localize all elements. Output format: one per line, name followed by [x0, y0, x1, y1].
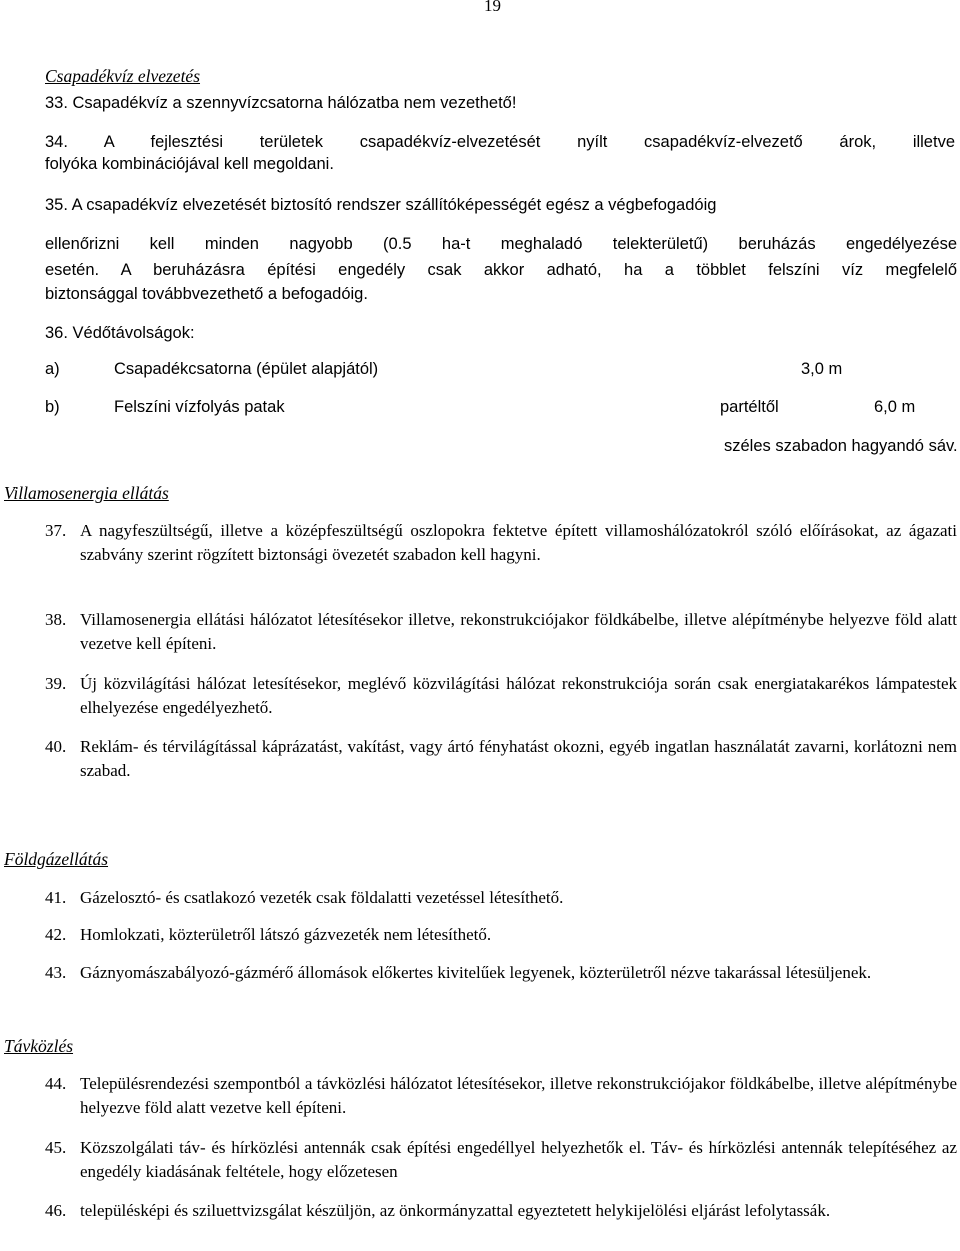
section-heading-csapadek: Csapadékvíz elvezetés — [45, 66, 201, 86]
section-heading-foldgaz: Földgázellátás — [4, 849, 109, 869]
item-44 — [45, 1072, 957, 1120]
item-46-number: 46. — [45, 1201, 67, 1220]
item-40-text: Reklám- és térvilágítással káprázatást, vakítást, vagy ártó fényhatást okozni, egyéb ingatlan használatát zavarni, korlátozni nem szabad. — [80, 737, 957, 780]
item-44-number: 44. — [45, 1074, 67, 1093]
item-35-line1: 35. A csapadékvíz elvezetését biztosító rendszer szállítóképességét egész a végbefogadóig — [45, 196, 717, 214]
item-45-number: 45. — [45, 1138, 67, 1157]
item-35-line4: biztonsággal továbbvezethető a befogadóig. — [45, 285, 368, 303]
row-a-value: 3,0 m — [801, 360, 843, 378]
item-40-number: 40. — [45, 737, 67, 756]
item-38 — [45, 608, 957, 656]
row-b-value: 6,0 m — [874, 398, 916, 416]
item-45 — [45, 1136, 957, 1184]
item-43 — [45, 961, 957, 985]
item-35-line3: esetén. A beruházásra építési engedély csak akkor adható, ha a többlet felszíni víz megfelelő — [45, 261, 957, 279]
item-46-text: településképi és sziluettvizsgálat készüljön, az önkormányzattal egyeztetett helykijelölési eljárást lefolytassák. — [80, 1201, 831, 1220]
item-34-line2: folyóka kombinációjával kell megoldani. — [45, 155, 334, 173]
item-42-text: Homlokzati, közterületről látszó gázvezeték nem létesíthető. — [80, 925, 492, 944]
item-38-number: 38. — [45, 610, 67, 629]
row-b-note: széles szabadon hagyandó sáv. — [724, 437, 958, 455]
item-44-text: Településrendezési szempontból a távközlési hálózatot létesítésekor, illetve rekonstrukciójakor földkábelbe, illetve alépítménybe helyezve föld alatt vezetve kell építeni. — [80, 1074, 957, 1117]
row-b-text: Felszíni vízfolyás patak — [114, 398, 285, 416]
item-41 — [45, 886, 957, 910]
item-46 — [45, 1199, 957, 1223]
item-43-number: 43. — [45, 963, 67, 982]
item-36: 36. Védőtávolságok: — [45, 324, 195, 342]
item-39 — [45, 672, 957, 720]
item-41-text: Gázelosztó- és csatlakozó vezeték csak földalatti vezetéssel létesíthető. — [80, 888, 564, 907]
row-a-label: a) — [45, 360, 60, 378]
item-41-number: 41. — [45, 888, 67, 907]
row-b-label: b) — [45, 398, 60, 416]
item-39-number: 39. — [45, 674, 67, 693]
item-37-number: 37. — [45, 521, 67, 540]
item-37 — [45, 519, 957, 567]
item-38-text: Villamosenergia ellátási hálózatot létesítésekor illetve, rekonstrukciójakor földkábelbe, illetve alépítménybe helyezve föld alatt vezetve kell építeni. — [80, 610, 957, 653]
item-34-line1: 34. A fejlesztési területek csapadékvíz-elvezetését nyílt csapadékvíz-elvezető árok, illetve — [45, 133, 955, 151]
page-number: 19 — [484, 0, 501, 15]
item-42-number: 42. — [45, 925, 67, 944]
section-heading-tavkozles: Távközlés — [4, 1036, 74, 1056]
item-40 — [45, 735, 957, 783]
row-b-mid: partéltől — [720, 398, 779, 416]
item-35-line2: ellenőrizni kell minden nagyobb (0.5 ha-t meghaladó telekterületű) beruházás engedélyezése — [45, 235, 957, 253]
item-33: 33. Csapadékvíz a szennyvízcsatorna hálózatba nem vezethető! — [45, 94, 517, 112]
item-37-text: A nagyfeszültségű, illetve a középfeszültségű oszlopokra fektetve épített villamoshálózatokról szóló előírásokat, az ágazati szabvány szerint rögzített biztonsági övezetét szabadon kell hagyni. — [80, 521, 957, 564]
item-43-text: Gáznyomászabályozó-gázmérő állomások előkertes kivitelűek legyenek, közterületről nézve takarással létesüljenek. — [80, 963, 872, 982]
item-39-text: Új közvilágítási hálózat letesítésekor, meglévő közvilágítási hálózat rekonstrukciója során csak energiatakarékos lámpatestek elhelyezése engedélyezhető. — [80, 674, 957, 717]
item-45-text: Közszolgálati táv- és hírközlési antennák csak építési engedéllyel helyezhetők el. Táv- és hírközlési antennák telepítéséhez az engedély kiadásának feltétele, hogy előzetesen — [80, 1138, 957, 1181]
item-42 — [45, 923, 957, 947]
section-heading-villamos: Villamosenergia ellátás — [4, 483, 169, 503]
row-a-text: Csapadékcsatorna (épület alapjától) — [114, 360, 379, 378]
